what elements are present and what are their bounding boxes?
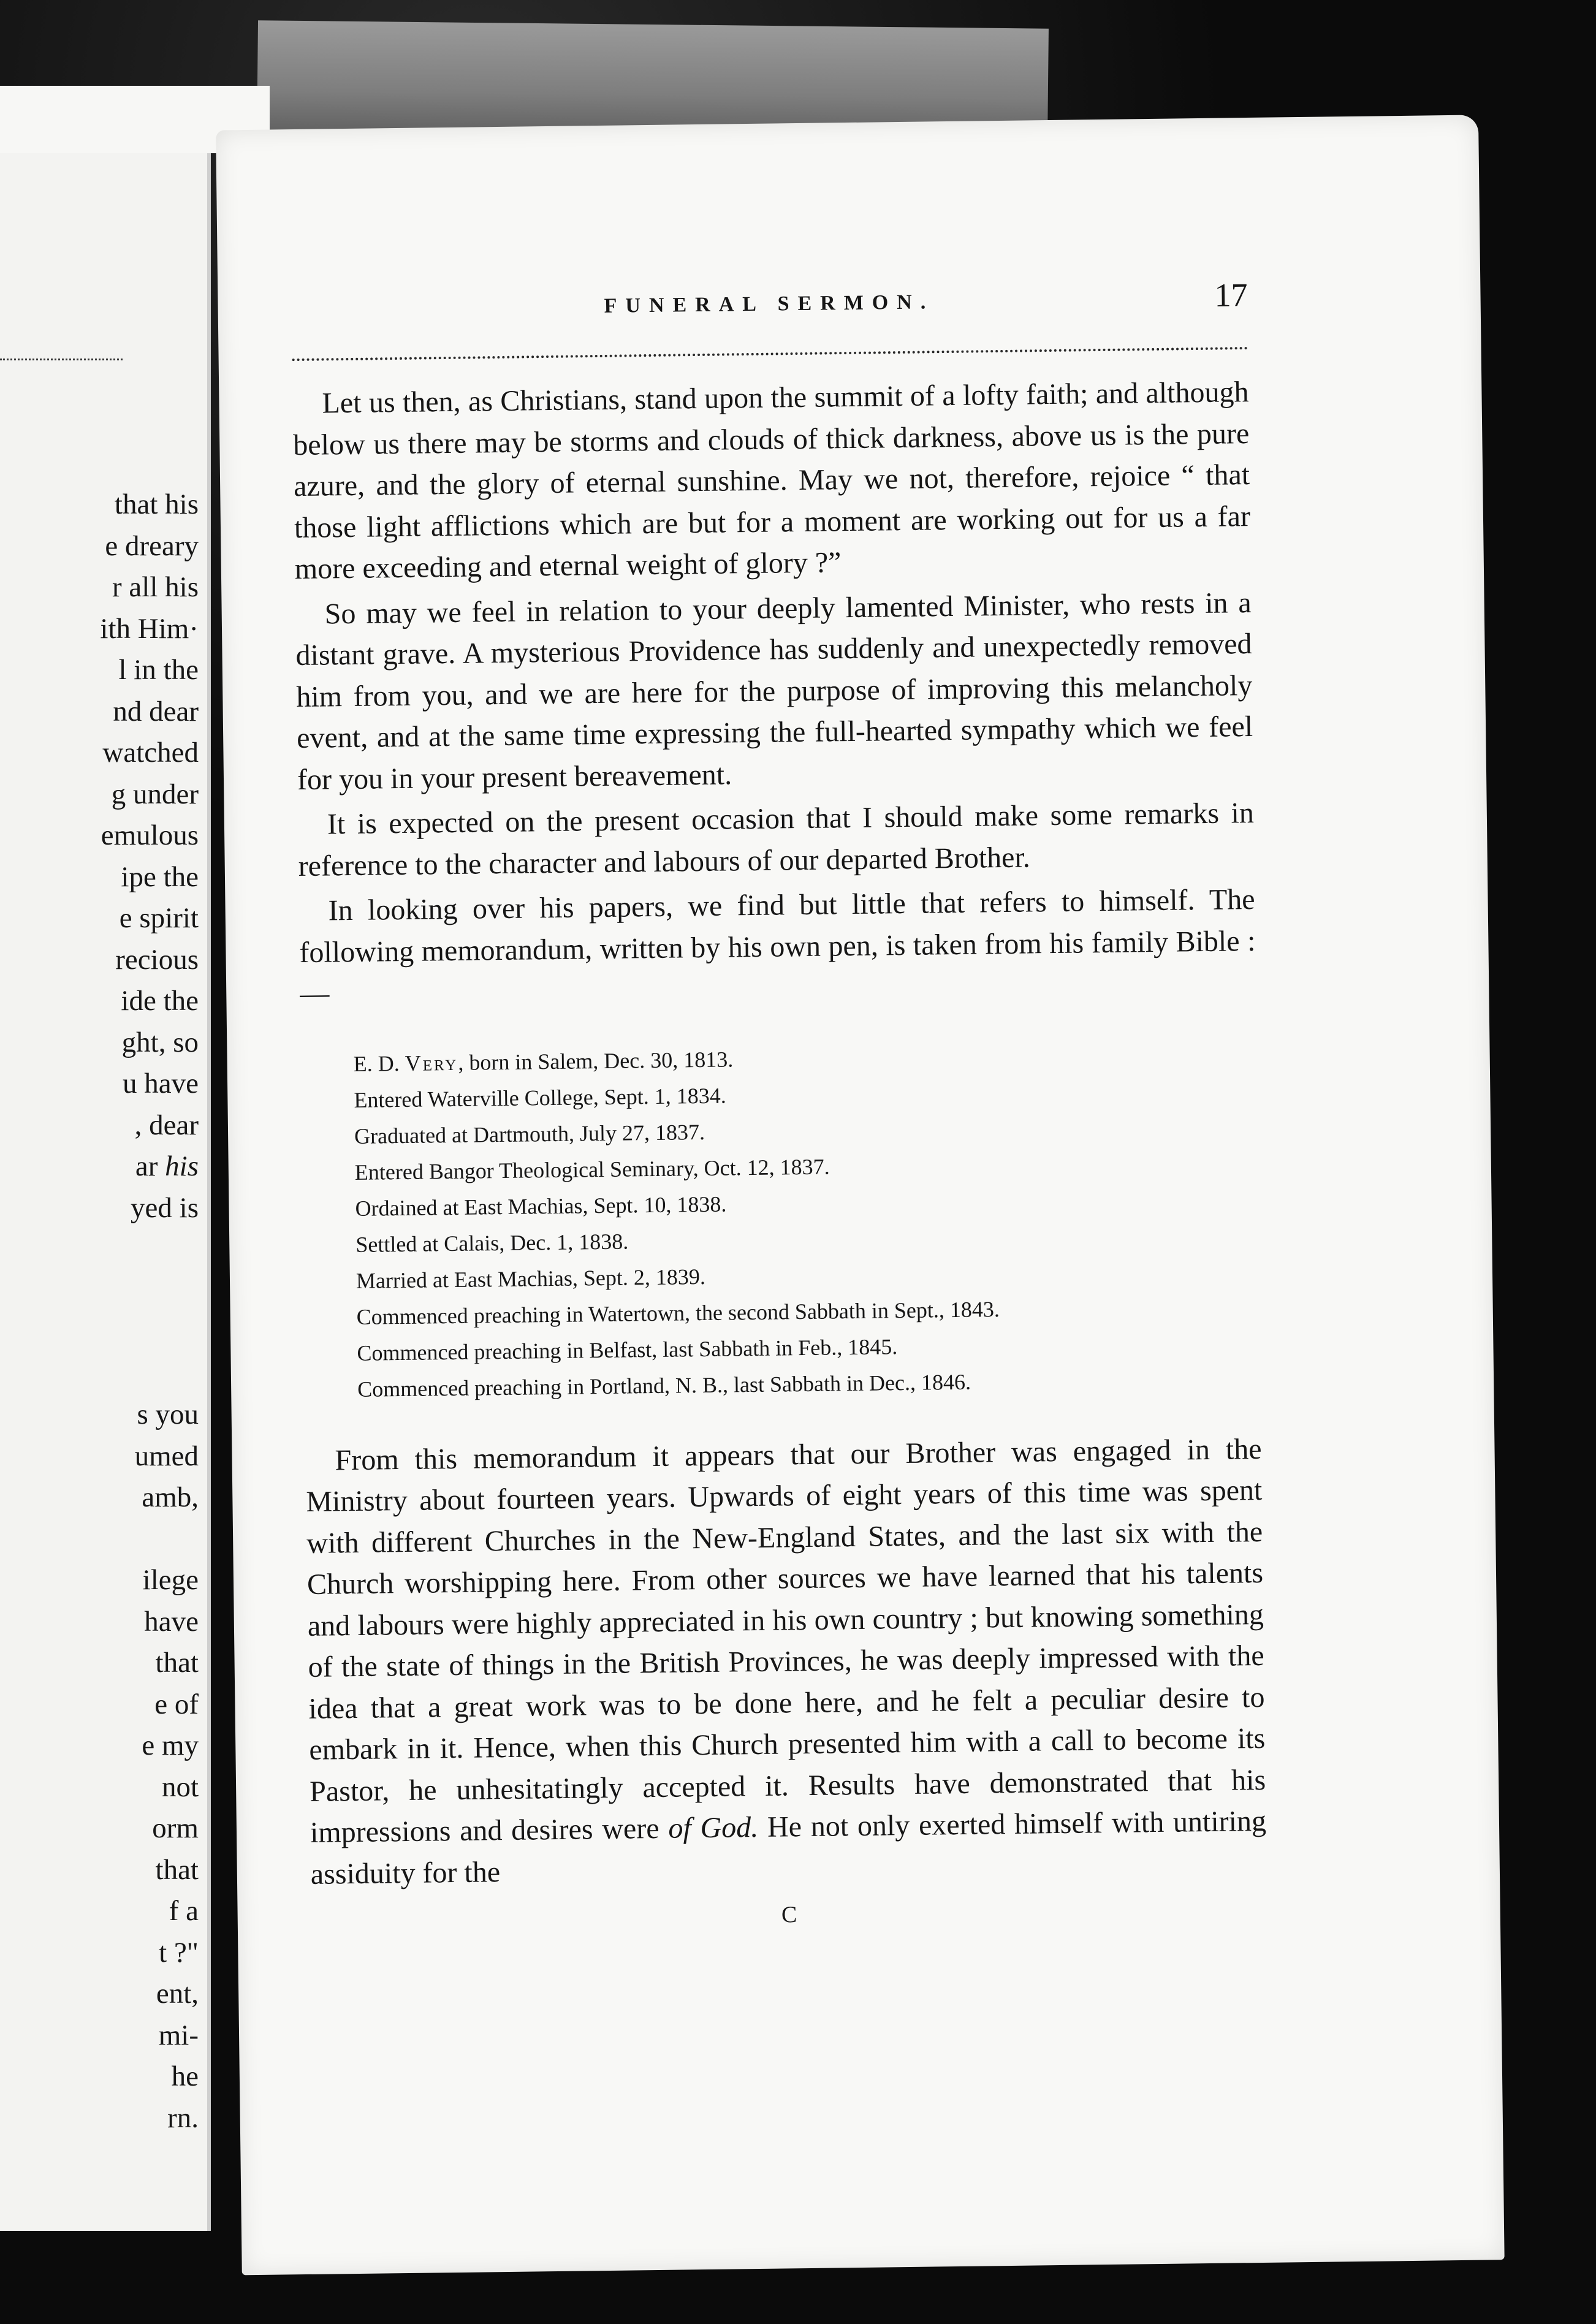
previous-page-line: nd dear (113, 695, 199, 727)
previous-page-line: ent, (156, 1978, 199, 2010)
surname-smallcaps: Very (405, 1050, 458, 1076)
previous-page-gap (2, 1353, 199, 1395)
previous-page-gap (2, 1519, 199, 1560)
paragraph: In looking over his papers, we find but little that refers to himself. The following memorandum, written by his own pen, is taken from his family Bible :— (299, 883, 1256, 1011)
closing-paragraph-tail: He not only exerted himself with untiring assiduity for the (310, 1804, 1267, 1891)
previous-page-line: f a (169, 1895, 199, 1927)
previous-page-line: g under (111, 778, 199, 810)
memorandum-line: Settled at Calais, Dec. 1, 1838. (355, 1228, 629, 1257)
previous-page-line: ilege (142, 1564, 199, 1596)
previous-page-line: e of (154, 1688, 199, 1720)
previous-page-line: s you (137, 1399, 199, 1430)
previous-page (0, 86, 211, 2231)
previous-page-line: ar his (135, 1150, 199, 1182)
previous-page-line: recious (115, 943, 199, 976)
previous-page-line: e dreary (105, 530, 199, 562)
previous-page-line: t ?" (159, 1936, 199, 1969)
memorandum-line: Ordained at East Machias, Sept. 10, 1838. (355, 1191, 727, 1221)
paragraph: Let us then, as Christians, stand upon the summit of a lofty faith; and although below us there may be storms and clouds of thick darkness, above us is the pure azure, and the glory of eternal sunshine. May we not, therefore, rejoice “ that those light afflictions which are but for a moment are working out for us a far more exceeding and eternal weight of glory ?” (293, 376, 1251, 586)
previous-page-line: emulous (101, 819, 199, 851)
memorandum-line: Married at East Machias, Sept. 2, 1839. (355, 1264, 706, 1293)
memorandum-line: Entered Bangor Theological Seminary, Oct. 12, 1837. (354, 1153, 830, 1185)
page-content (291, 276, 1267, 1934)
previous-page-line: mi- (158, 2019, 199, 2051)
memorandum-line: Commenced preaching in Belfast, last Sabbath in Feb., 1845. (357, 1334, 898, 1365)
previous-page-line: u have (123, 1068, 199, 1099)
previous-page-line: ide the (121, 985, 199, 1017)
previous-page-line: that (155, 1853, 199, 1886)
previous-page-line: e my (142, 1730, 199, 1761)
previous-page-gap (2, 1312, 199, 1353)
previous-page-line: that his (114, 488, 199, 520)
memorandum-line: Entered Waterville College, Sept. 1, 1834. (354, 1083, 726, 1112)
previous-page-italic: his (165, 1150, 199, 1182)
running-head (291, 276, 1248, 338)
paragraph: It is expected on the present occasion that I should make some remarks in reference to the character and labours of our departed Brother. (298, 796, 1255, 883)
previous-page-line: e spirit (119, 902, 199, 934)
signature-mark: C (781, 1902, 797, 1928)
closing-paragraph (305, 1428, 1267, 1895)
previous-page-line: watched (102, 737, 199, 769)
head-rule (292, 347, 1248, 361)
paragraph: So may we feel in relation to your deeply lamented Minister, who rests in a distant grave. A mysterious Providence has suddenly and unexpectedly removed him from you, and we are here for the purpose of improving this melancholy event, and at the same time expressing the full-hearted sympathy which we feel for you in your present bereavement. (295, 586, 1253, 796)
previous-page-line: yed is (131, 1191, 199, 1224)
memorandum-line: Graduated at Dartmouth, July 27, 1837. (354, 1119, 705, 1149)
previous-page-line: amb, (142, 1481, 199, 1513)
previous-page-line: ght, so (121, 1026, 199, 1058)
memorandum-line: E. D. Very, born in Salem, Dec. 30, 1813. (353, 1046, 734, 1076)
previous-page-gap (2, 1229, 199, 1270)
previous-page-line: have (144, 1605, 199, 1638)
book-page (216, 115, 1505, 2275)
previous-page-line: he (171, 2060, 199, 2092)
memorandum-line: Commenced preaching in Portland, N. B., last Sabbath in Dec., 1846. (357, 1369, 971, 1402)
previous-page-line: rn. (167, 2102, 199, 2134)
previous-page-line: that (155, 1647, 199, 1679)
previous-page-line: l in the (118, 654, 199, 686)
previous-page-line: umed (134, 1440, 199, 1472)
memorandum-line: Commenced preaching in Watertown, the second Sabbath in Sept., 1843. (356, 1296, 1000, 1329)
closing-paragraph-italic: of God. (668, 1810, 759, 1845)
running-title: FUNERAL SERMON. (604, 290, 935, 317)
previous-page-line: r all his (112, 571, 199, 603)
memorandum (353, 1035, 1261, 1407)
closing-paragraph-main: From this memorandum it appears that our Brother was engaged in the Ministry about fourteen years. Upwards of eight years of this time was spent with different Churches in the New-England States, and the last six with the Church worshipping here. From other sources we have learned that his talents and labours were highly appreciated in his own country ; but knowing something of the state of things in the British Provinces, he was deeply impressed with the idea that a great work was to be done here, and he felt a peculiar desire to embark in it. Hence, when this Church presented him with a call to become its Pastor, he unhesitatingly accepted it. Results have demonstrated that his impressions and desires were (306, 1432, 1266, 1849)
previous-page-text (2, 484, 199, 2139)
page-number: 17 (1214, 276, 1248, 314)
previous-page-line: ith Him· (100, 612, 199, 645)
previous-page-head-rule (0, 359, 123, 360)
previous-page-line: orm (152, 1812, 199, 1844)
previous-page-line: not (161, 1771, 199, 1803)
previous-page-line: , dear (134, 1109, 199, 1141)
previous-page-gap (2, 1270, 199, 1312)
previous-page-line: ipe the (121, 860, 199, 893)
